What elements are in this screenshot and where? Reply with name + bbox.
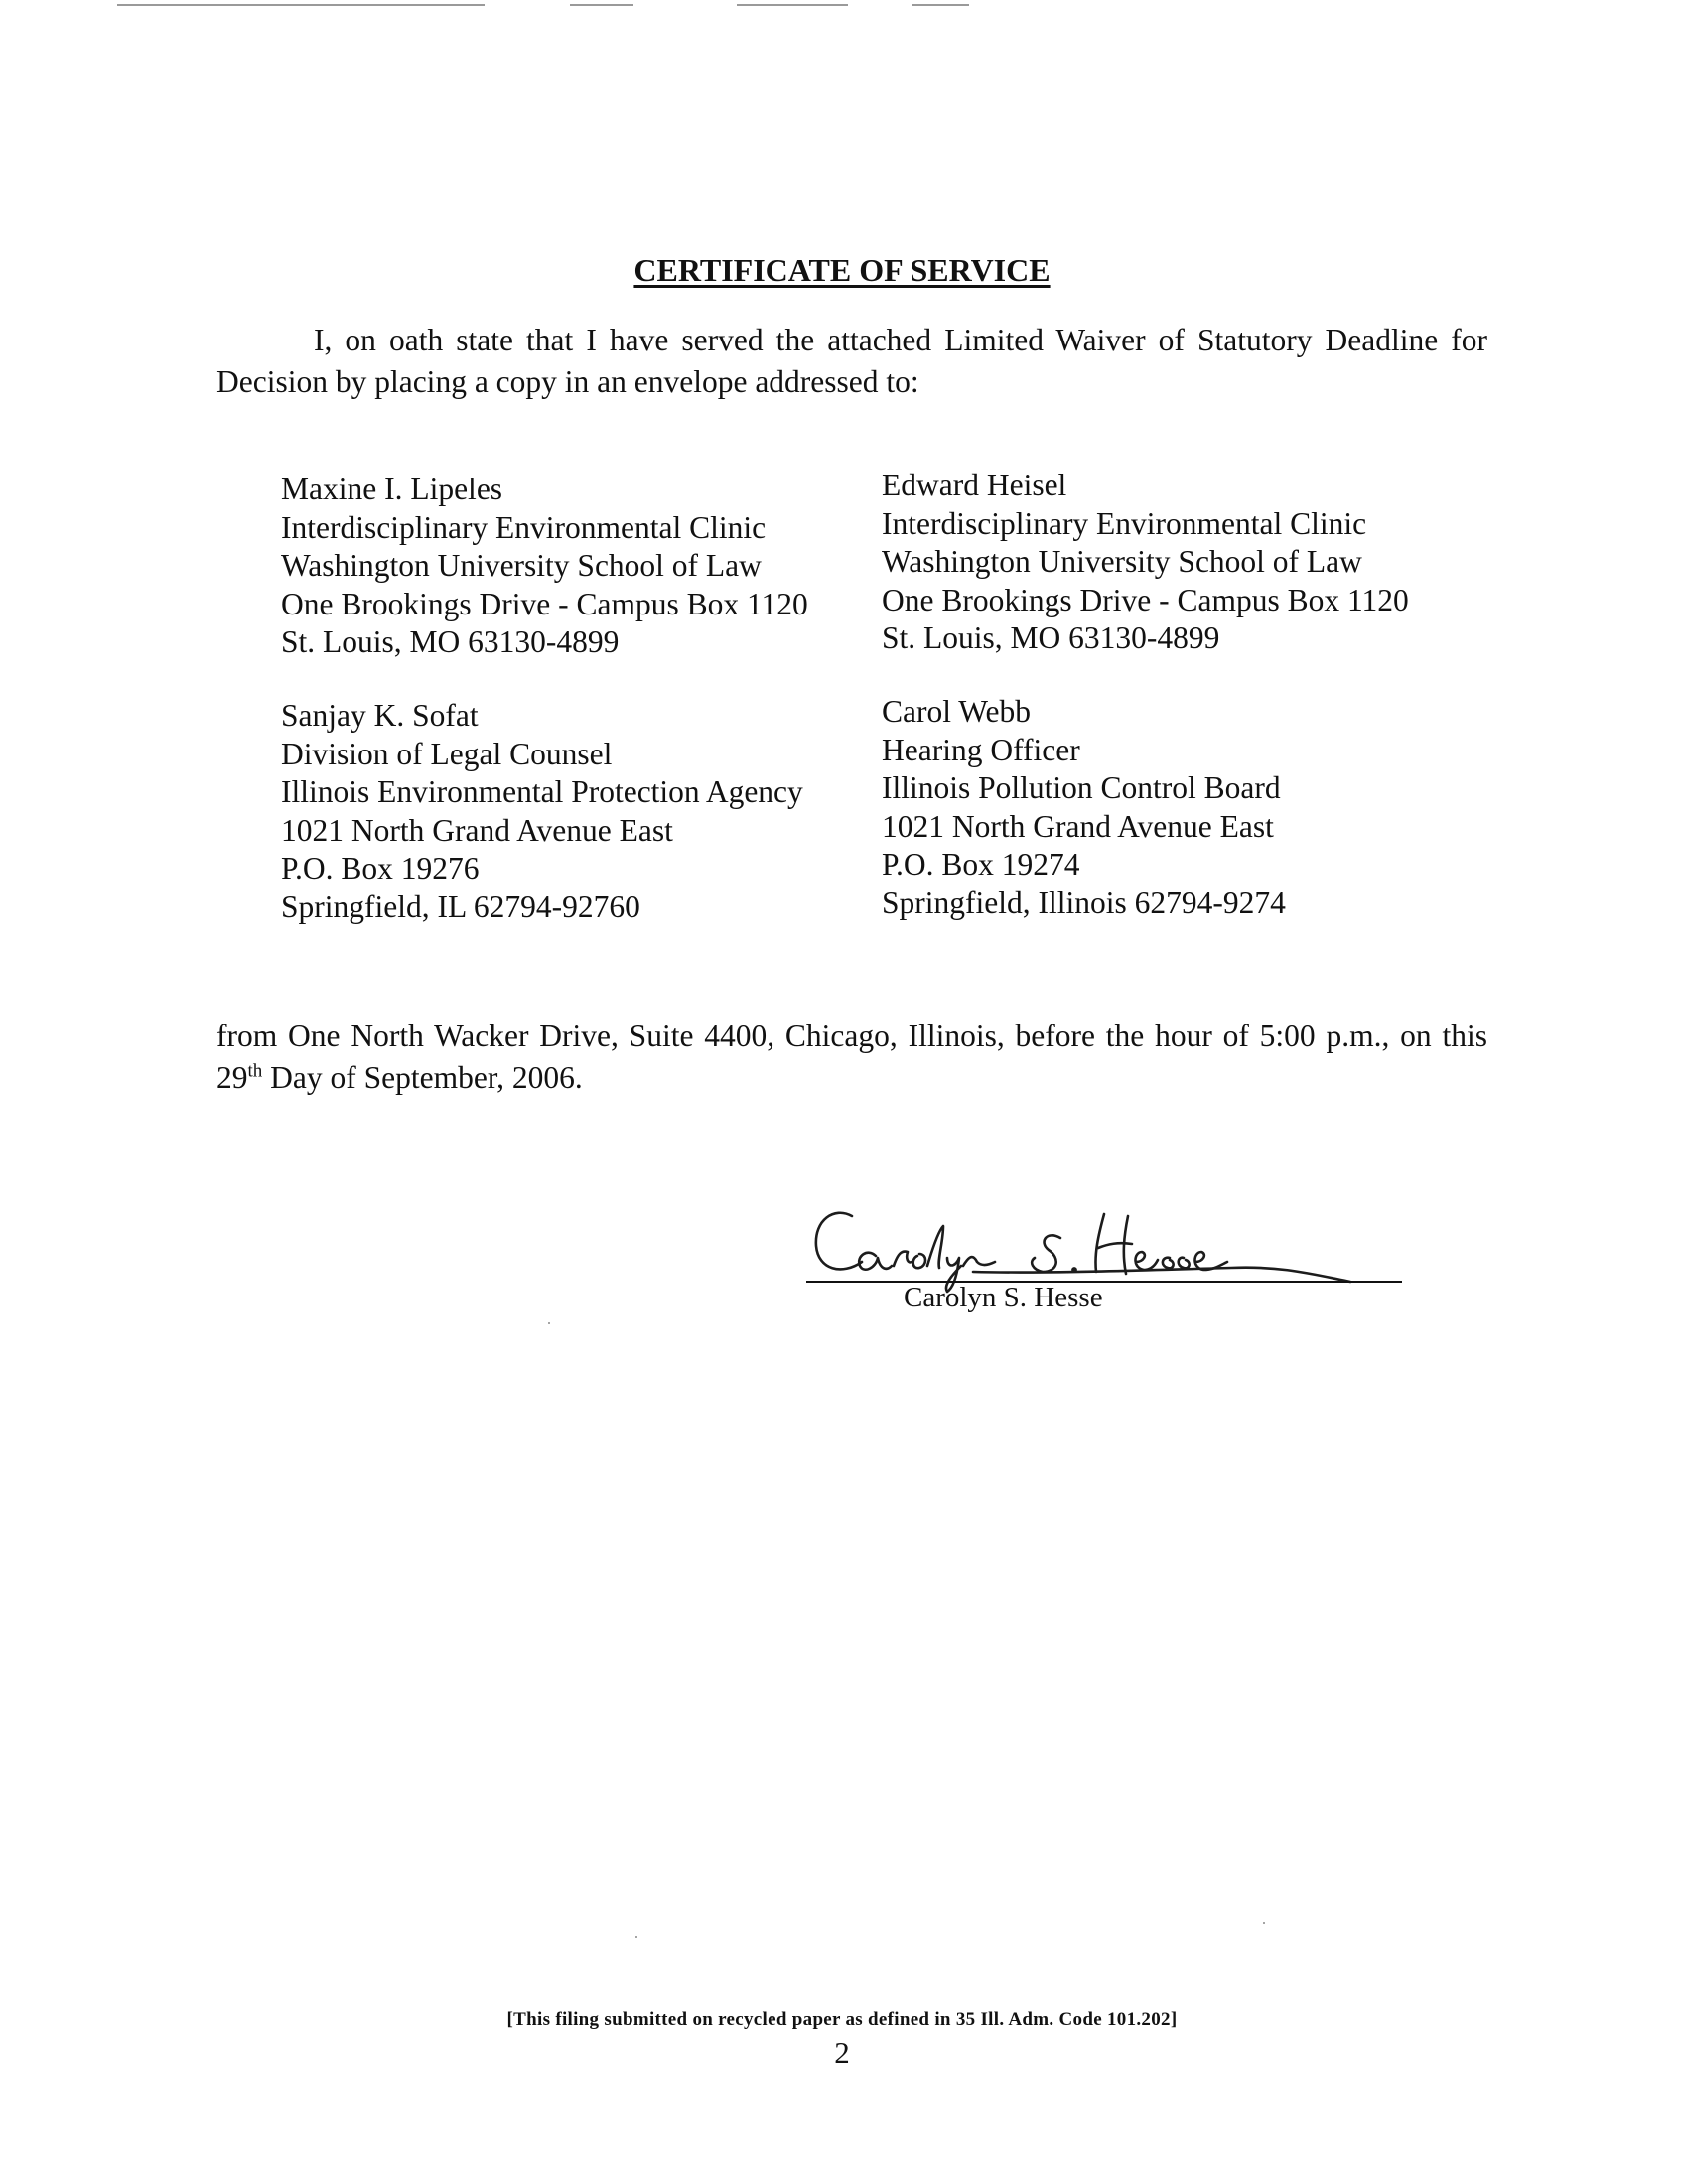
address-line: 1021 North Grand Avenue East: [882, 808, 1274, 844]
address-line: One Brookings Drive - Campus Box 1120: [882, 582, 1409, 617]
recipient-name: Sanjay K. Sofat: [281, 698, 479, 733]
scan-speck: [1263, 1922, 1265, 1924]
closing-text: from One North Wacker Drive, Suite 4400, Chicago, Illinois, before the hour of 5:00 p.m., on this 29: [216, 1019, 1487, 1095]
scan-speck: [548, 1322, 550, 1324]
address-line: Washington University School of Law: [281, 548, 762, 583]
address-line: Springfield, Illinois 62794-9274: [882, 885, 1286, 920]
ordinal-suffix: th: [247, 1060, 263, 1082]
address-line: One Brookings Drive - Campus Box 1120: [281, 586, 808, 621]
scan-mark: [912, 4, 969, 6]
address-line: 1021 North Grand Avenue East: [281, 812, 673, 848]
closing-text: Day of September, 2006.: [262, 1060, 583, 1095]
address-line: Division of Legal Counsel: [281, 736, 613, 771]
service-statement: I, on oath state that I have served the attached Limited Waiver of Statutory Deadline for Decision by placing a copy in an envelope addressed to:: [216, 323, 1487, 399]
signature-line: [806, 1281, 1402, 1283]
address-line: St. Louis, MO 63130-4899: [882, 620, 1220, 655]
address-line: Springfield, IL 62794-92760: [281, 888, 640, 924]
recipient-address-block: [882, 693, 1286, 922]
address-line: St. Louis, MO 63130-4899: [281, 624, 620, 659]
address-line: Interdisciplinary Environmental Clinic: [882, 505, 1367, 541]
scan-mark: [117, 4, 485, 6]
address-line: P.O. Box 19274: [882, 847, 1080, 882]
address-line: Hearing Officer: [882, 732, 1080, 767]
recipient-name: Edward Heisel: [882, 468, 1067, 502]
recipient-address-block: [281, 697, 803, 926]
signature-block: [794, 1196, 1410, 1335]
scan-mark: [570, 4, 633, 6]
recipient-name: Carol Webb: [882, 694, 1031, 729]
address-line: P.O. Box 19276: [281, 851, 480, 886]
certificate-title: CERTIFICATE OF SERVICE: [633, 252, 1051, 288]
recipient-name: Maxine I. Lipeles: [281, 472, 503, 506]
signer-printed-name: Carolyn S. Hesse: [904, 1282, 1103, 1313]
address-line: Illinois Environmental Protection Agency: [281, 774, 803, 809]
address-line: Washington University School of Law: [882, 544, 1362, 579]
recipient-address-block: [281, 471, 808, 662]
address-line: Illinois Pollution Control Board: [882, 770, 1281, 805]
scan-mark: [737, 4, 848, 6]
address-line: Interdisciplinary Environmental Clinic: [281, 509, 767, 545]
service-location-date: [216, 1016, 1487, 1099]
page-number: 2: [834, 2035, 850, 2070]
recipient-address-block: [882, 467, 1409, 658]
scan-speck: [635, 1936, 637, 1938]
recycled-paper-note: [This filing submitted on recycled paper as defined in 35 Ill. Adm. Code 101.202]: [506, 2009, 1178, 2030]
